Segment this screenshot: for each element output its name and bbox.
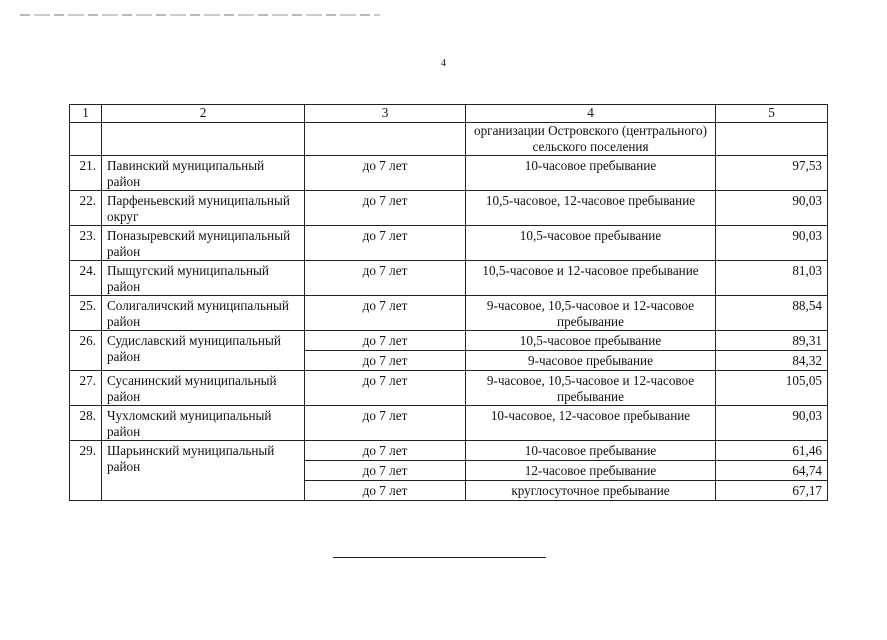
header-cell-1: 1 bbox=[70, 105, 102, 123]
end-of-document-rule bbox=[333, 557, 546, 558]
care-mode-cell: 9-часовое пребывание bbox=[466, 351, 716, 371]
cost-value: 89,31 bbox=[716, 331, 828, 351]
age-group: до 7 лет bbox=[305, 406, 466, 441]
district-name: Поназыревский муниципальный район bbox=[102, 226, 305, 261]
age-group: до 7 лет bbox=[305, 261, 466, 296]
continuation-row bbox=[70, 123, 828, 156]
table-row bbox=[70, 191, 828, 226]
cost-value: 64,74 bbox=[716, 461, 828, 481]
row-number: 27. bbox=[70, 371, 102, 406]
cell-empty bbox=[102, 123, 305, 156]
cost-value: 88,54 bbox=[716, 296, 828, 331]
care-mode-cell: 9-часовое, 10,5-часовое и 12-часовое пребывание bbox=[466, 296, 716, 331]
district-name: Сусанинский муниципальный район bbox=[102, 371, 305, 406]
row-number: 29. bbox=[70, 441, 102, 501]
care-mode-cell: 10-часовое, 12-часовое пребывание bbox=[466, 406, 716, 441]
cost-value: 105,05 bbox=[716, 371, 828, 406]
header-cell-4: 4 bbox=[466, 105, 716, 123]
age-group: до 7 лет bbox=[305, 371, 466, 406]
age-group: до 7 лет bbox=[305, 481, 466, 501]
care-mode-cell: 12-часовое пребывание bbox=[466, 461, 716, 481]
district-name: Павинский муниципальный район bbox=[102, 156, 305, 191]
cost-value: 61,46 bbox=[716, 441, 828, 461]
care-mode-cell: 10,5-часовое и 12-часовое пребывание bbox=[466, 261, 716, 296]
header-cell-5: 5 bbox=[716, 105, 828, 123]
cost-value: 97,53 bbox=[716, 156, 828, 191]
row-number: 22. bbox=[70, 191, 102, 226]
care-mode-cell: 10-часовое пребывание bbox=[466, 156, 716, 191]
scan-artifact-line bbox=[20, 14, 380, 16]
cell-empty bbox=[716, 123, 828, 156]
district-name: Шарьинский муниципальный район bbox=[102, 441, 305, 501]
header-cell-2: 2 bbox=[102, 105, 305, 123]
district-name: Пыщугский муниципальный район bbox=[102, 261, 305, 296]
table-row bbox=[70, 156, 828, 191]
row-number: 21. bbox=[70, 156, 102, 191]
row-number: 26. bbox=[70, 331, 102, 371]
district-name: Чухломский муниципальный район bbox=[102, 406, 305, 441]
age-group: до 7 лет bbox=[305, 351, 466, 371]
row-number: 23. bbox=[70, 226, 102, 261]
age-group: до 7 лет bbox=[305, 331, 466, 351]
care-mode-cell: круглосуточное пребывание bbox=[466, 481, 716, 501]
cost-value: 90,03 bbox=[716, 191, 828, 226]
table-row bbox=[70, 226, 828, 261]
age-group: до 7 лет bbox=[305, 296, 466, 331]
table-row bbox=[70, 331, 828, 351]
table-row bbox=[70, 441, 828, 461]
row-number: 25. bbox=[70, 296, 102, 331]
cost-value: 67,17 bbox=[716, 481, 828, 501]
care-mode-cell: 10-часовое пребывание bbox=[466, 441, 716, 461]
age-group: до 7 лет bbox=[305, 191, 466, 226]
care-mode-cell: 10,5-часовое пребывание bbox=[466, 226, 716, 261]
district-name: Солигаличский муниципальный район bbox=[102, 296, 305, 331]
header-cell-3: 3 bbox=[305, 105, 466, 123]
care-mode-cell: 10,5-часовое, 12-часовое пребывание bbox=[466, 191, 716, 226]
district-name: Судиславский муниципальный район bbox=[102, 331, 305, 371]
table-row bbox=[70, 261, 828, 296]
cost-value: 81,03 bbox=[716, 261, 828, 296]
cost-value: 84,32 bbox=[716, 351, 828, 371]
row-number: 28. bbox=[70, 406, 102, 441]
cell-empty bbox=[70, 123, 102, 156]
table-row bbox=[70, 296, 828, 331]
care-mode-cell: 9-часовое, 10,5-часовое и 12-часовое пребывание bbox=[466, 371, 716, 406]
age-group: до 7 лет bbox=[305, 461, 466, 481]
cost-value: 90,03 bbox=[716, 406, 828, 441]
district-name: Парфеньевский муниципальный округ bbox=[102, 191, 305, 226]
table-row bbox=[70, 371, 828, 406]
tariff-table bbox=[69, 104, 828, 501]
cost-value: 90,03 bbox=[716, 226, 828, 261]
age-group: до 7 лет bbox=[305, 156, 466, 191]
cell-empty bbox=[305, 123, 466, 156]
age-group: до 7 лет bbox=[305, 441, 466, 461]
row-number: 24. bbox=[70, 261, 102, 296]
table-row bbox=[70, 406, 828, 441]
care-mode-cell: организации Островского (центрального) сельского поселения bbox=[466, 123, 716, 156]
header-row bbox=[70, 105, 828, 123]
page-number: 4 bbox=[441, 58, 446, 69]
care-mode-cell: 10,5-часовое пребывание bbox=[466, 331, 716, 351]
age-group: до 7 лет bbox=[305, 226, 466, 261]
